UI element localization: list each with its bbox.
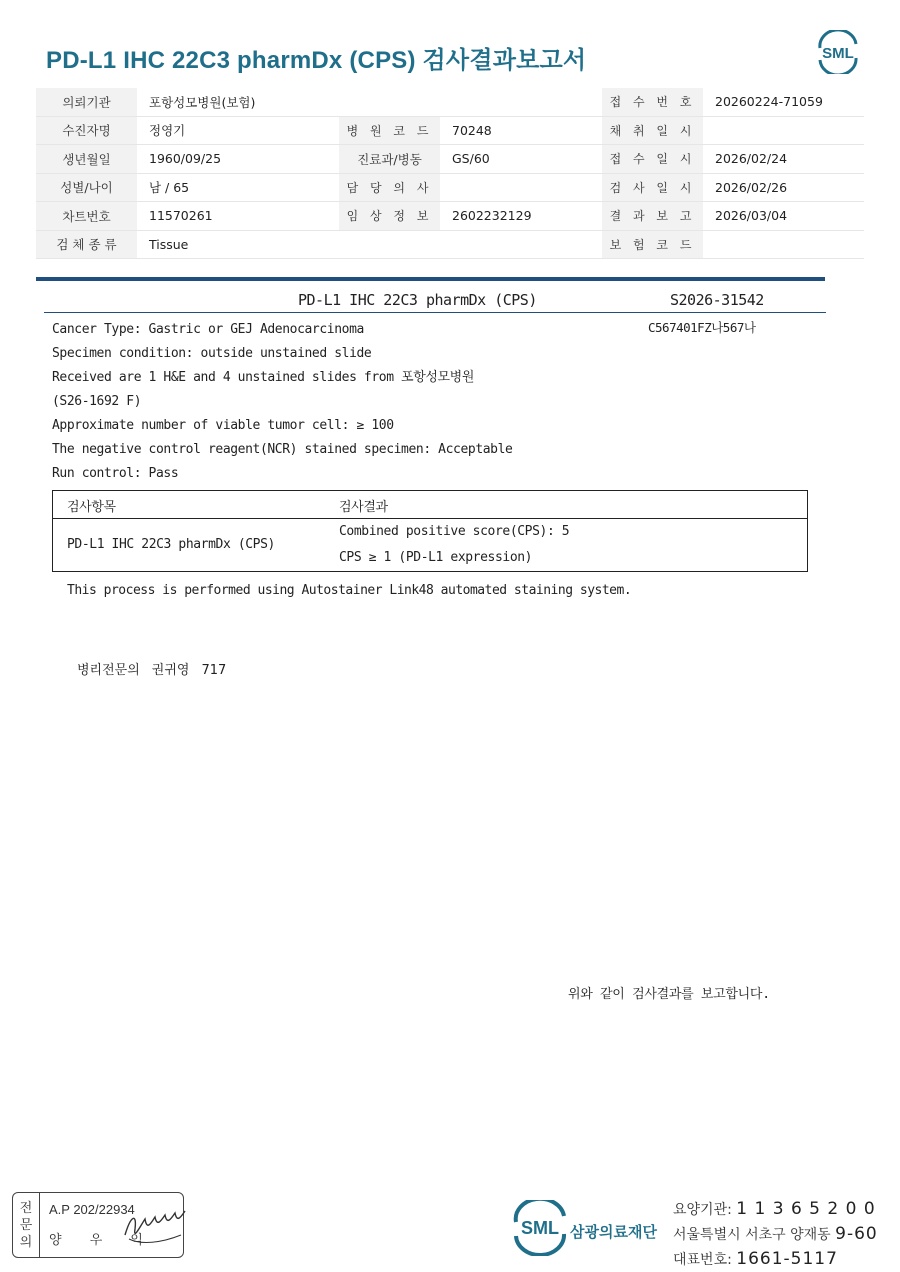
info-label: 결 과 보 고	[602, 202, 703, 231]
info-label: 생년월일	[36, 145, 137, 174]
stamp-side	[13, 1193, 40, 1257]
info-value	[440, 173, 602, 202]
footer-code-label: 요양기관:	[673, 1202, 732, 1218]
finding-line: The negative control reagent(NCR) stained specimen: Acceptable	[52, 442, 513, 457]
info-label: 담 당 의 사	[339, 173, 440, 202]
footer-address-number: 9-60	[835, 1224, 878, 1244]
footer-org-name: 삼광의료재단	[570, 1223, 657, 1241]
info-value: 2026/02/26	[703, 173, 864, 202]
footer-address: 서울특별시 서초구 양재동	[673, 1227, 831, 1243]
info-value	[703, 230, 864, 259]
info-value: 70248	[440, 116, 602, 145]
signature-icon	[121, 1205, 187, 1251]
finding-line: Cancer Type: Gastric or GEJ Adenocarcinoma	[52, 322, 364, 337]
title-underline	[44, 312, 826, 313]
footer-phone-label: 대표번호:	[673, 1252, 732, 1268]
info-row	[36, 173, 864, 202]
info-label: 진료과/병동	[339, 145, 440, 174]
info-row	[36, 202, 864, 231]
info-value: 1960/09/25	[137, 145, 339, 174]
info-value: 포항성모병원(보험)	[137, 88, 339, 116]
stamp-char: 문	[19, 1217, 33, 1233]
footer-info	[673, 1197, 878, 1272]
report-findings	[52, 318, 512, 486]
info-label	[339, 230, 440, 259]
footer-code-value: 1 1 3 6 5 2 0 0	[736, 1199, 876, 1219]
patient-info-table	[36, 88, 864, 259]
result-interpretation: CPS ≥ 1 (PD-L1 expression)	[339, 550, 533, 565]
report-number: S2026-31542	[670, 291, 764, 309]
stamp-char: 의	[19, 1234, 33, 1250]
info-value: 남 / 65	[137, 173, 339, 202]
info-label: 채 취 일 시	[602, 116, 703, 145]
info-value: 2602232129	[440, 202, 602, 231]
info-label: 차트번호	[36, 202, 137, 231]
info-label: 접 수 번 호	[602, 88, 703, 116]
header-item: 검사항목	[67, 500, 116, 515]
info-row	[36, 230, 864, 259]
specimen-code: C567401FZ나567나	[648, 320, 756, 335]
info-value: GS/60	[440, 145, 602, 174]
specialist-stamp	[12, 1192, 184, 1258]
pathologist-title: 병리전문의	[77, 663, 140, 678]
pathologist-name: 권귀영	[151, 663, 190, 678]
info-value: 2026/03/04	[703, 202, 864, 231]
finding-line: Approximate number of viable tumor cell: ≥ 100	[52, 418, 394, 433]
footer-logo-text: SML	[521, 1218, 559, 1238]
test-name: PD-L1 IHC 22C3 pharmDx (CPS)	[298, 291, 537, 309]
closing-statement: 위와 같이 검사결과를 보고합니다.	[568, 987, 770, 1002]
result-table	[52, 490, 808, 572]
info-value	[440, 88, 602, 116]
info-label: 성별/나이	[36, 173, 137, 202]
result-table-header	[53, 491, 807, 519]
info-value	[703, 116, 864, 145]
finding-line: (S26-1692 F)	[52, 394, 142, 409]
info-row	[36, 145, 864, 174]
header-result: 검사결과	[339, 500, 388, 515]
stamp-license: A.P 202/22934	[49, 1202, 135, 1217]
info-value: 20260224-71059	[703, 88, 864, 116]
info-value	[440, 230, 602, 259]
info-label: 검 사 일 시	[602, 173, 703, 202]
info-label	[339, 88, 440, 116]
info-row	[36, 116, 864, 145]
info-value: 2026/02/24	[703, 145, 864, 174]
info-label: 의뢰기관	[36, 88, 137, 116]
process-note: This process is performed using Autostainer Link48 automated staining system.	[67, 583, 632, 598]
section-divider	[36, 277, 825, 281]
pathologist	[77, 659, 238, 678]
pathologist-number: 717	[201, 663, 227, 678]
sml-logo-text: SML	[822, 45, 854, 62]
finding-line: Specimen condition: outside unstained slide	[52, 346, 372, 361]
info-label: 검 체 종 류	[36, 230, 137, 259]
finding-line: Received are 1 H&E and 4 unstained slides from 포항성모병원	[52, 370, 475, 385]
finding-line: Run control: Pass	[52, 466, 179, 481]
stamp-char: 전	[19, 1200, 33, 1216]
info-label: 수진자명	[36, 116, 137, 145]
info-value: 정영기	[137, 116, 339, 145]
info-label: 접 수 일 시	[602, 145, 703, 174]
info-value: 11570261	[137, 202, 339, 231]
result-item: PD-L1 IHC 22C3 pharmDx (CPS)	[67, 537, 275, 552]
stamp-name: 양 우 익	[49, 1233, 155, 1248]
info-row	[36, 88, 864, 116]
info-label: 병 원 코 드	[339, 116, 440, 145]
info-label: 보 험 코 드	[602, 230, 703, 259]
info-value: Tissue	[137, 230, 339, 259]
result-score: Combined positive score(CPS): 5	[339, 524, 570, 539]
info-label: 임 상 정 보	[339, 202, 440, 231]
report-title: PD-L1 IHC 22C3 pharmDx (CPS) 검사결과보고서	[46, 47, 587, 74]
footer-phone-value: 1661-5117	[736, 1249, 838, 1269]
sml-logo	[814, 30, 862, 74]
